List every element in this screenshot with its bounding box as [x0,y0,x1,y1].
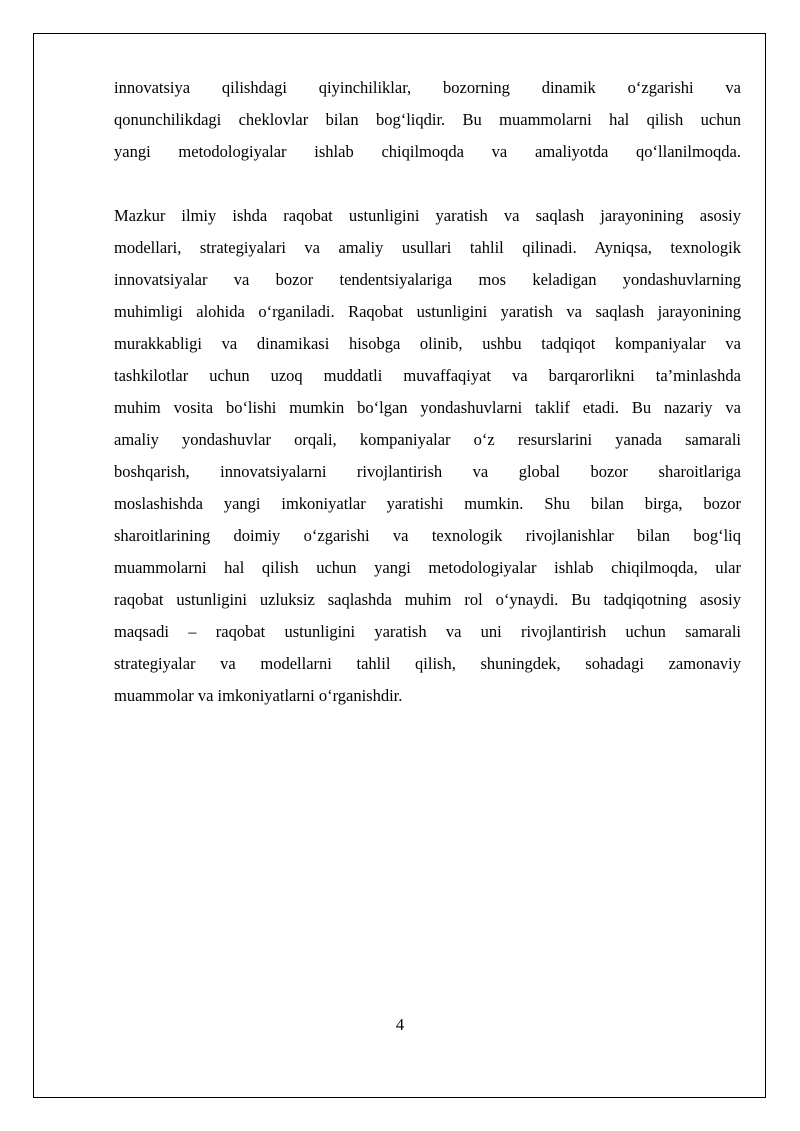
text-line: muhimligi alohida o‘rganiladi. Raqobat ustunligini yaratish va saqlash jarayonining [114,302,741,321]
text-line: yangi metodologiyalar ishlab chiqilmoqda va amaliyotda qo‘llanilmoqda. [114,142,741,161]
text-line: modellari, strategiyalari va amaliy usullari tahlil qilinadi. Ayniqsa, texnologik [114,238,741,257]
text-line: qonunchilikdagi cheklovlar bilan bog‘liqdir. Bu muammolarni hal qilish uchun [114,110,741,129]
text-line: innovatsiya qilishdagi qiyinchiliklar, bozorning dinamik o‘zgarishi va [114,78,741,97]
text-line: muhim vosita bo‘lishi mumkin bo‘lgan yondashuvlarni taklif etadi. Bu nazariy va [114,398,741,417]
text-line: strategiyalar va modellarni tahlil qilish, shuningdek, sohadagi zamonaviy [114,654,741,673]
text-line: sharoitlarining doimiy o‘zgarishi va texnologik rivojlanishlar bilan bog‘liq [114,526,741,545]
text-line: innovatsiyalar va bozor tendentsiyalariga mos keladigan yondashuvlarning [114,270,741,289]
text-line: Mazkur ilmiy ishda raqobat ustunligini yaratish va saqlash jarayonining asosiy [114,206,741,225]
text-line: amaliy yondashuvlar orqali, kompaniyalar o‘z resurslarini yanada samarali [114,430,741,449]
text-line: murakkabligi va dinamikasi hisobga olinib, ushbu tadqiqot kompaniyalar va [114,334,741,353]
text-line: tashkilotlar uchun uzoq muddatli muvaffaqiyat va barqarorlikni ta’minlashda [114,366,741,385]
text-line: muammolarni hal qilish uchun yangi metodologiyalar ishlab chiqilmoqda, ular [114,558,741,577]
page-number: 4 [395,1015,405,1034]
text-line: maqsadi – raqobat ustunligini yaratish va uni rivojlantirish uchun samarali [114,622,741,641]
text-line: muammolar va imkoniyatlarni o‘rganishdir. [114,686,403,705]
text-line: moslashishda yangi imkoniyatlar yaratishi mumkin. Shu bilan birga, bozor [114,494,741,513]
text-line: raqobat ustunligini uzluksiz saqlashda muhim rol o‘ynaydi. Bu tadqiqotning asosiy [114,590,741,609]
text-line: boshqarish, innovatsiyalarni rivojlantirish va global bozor sharoitlariga [114,462,741,481]
